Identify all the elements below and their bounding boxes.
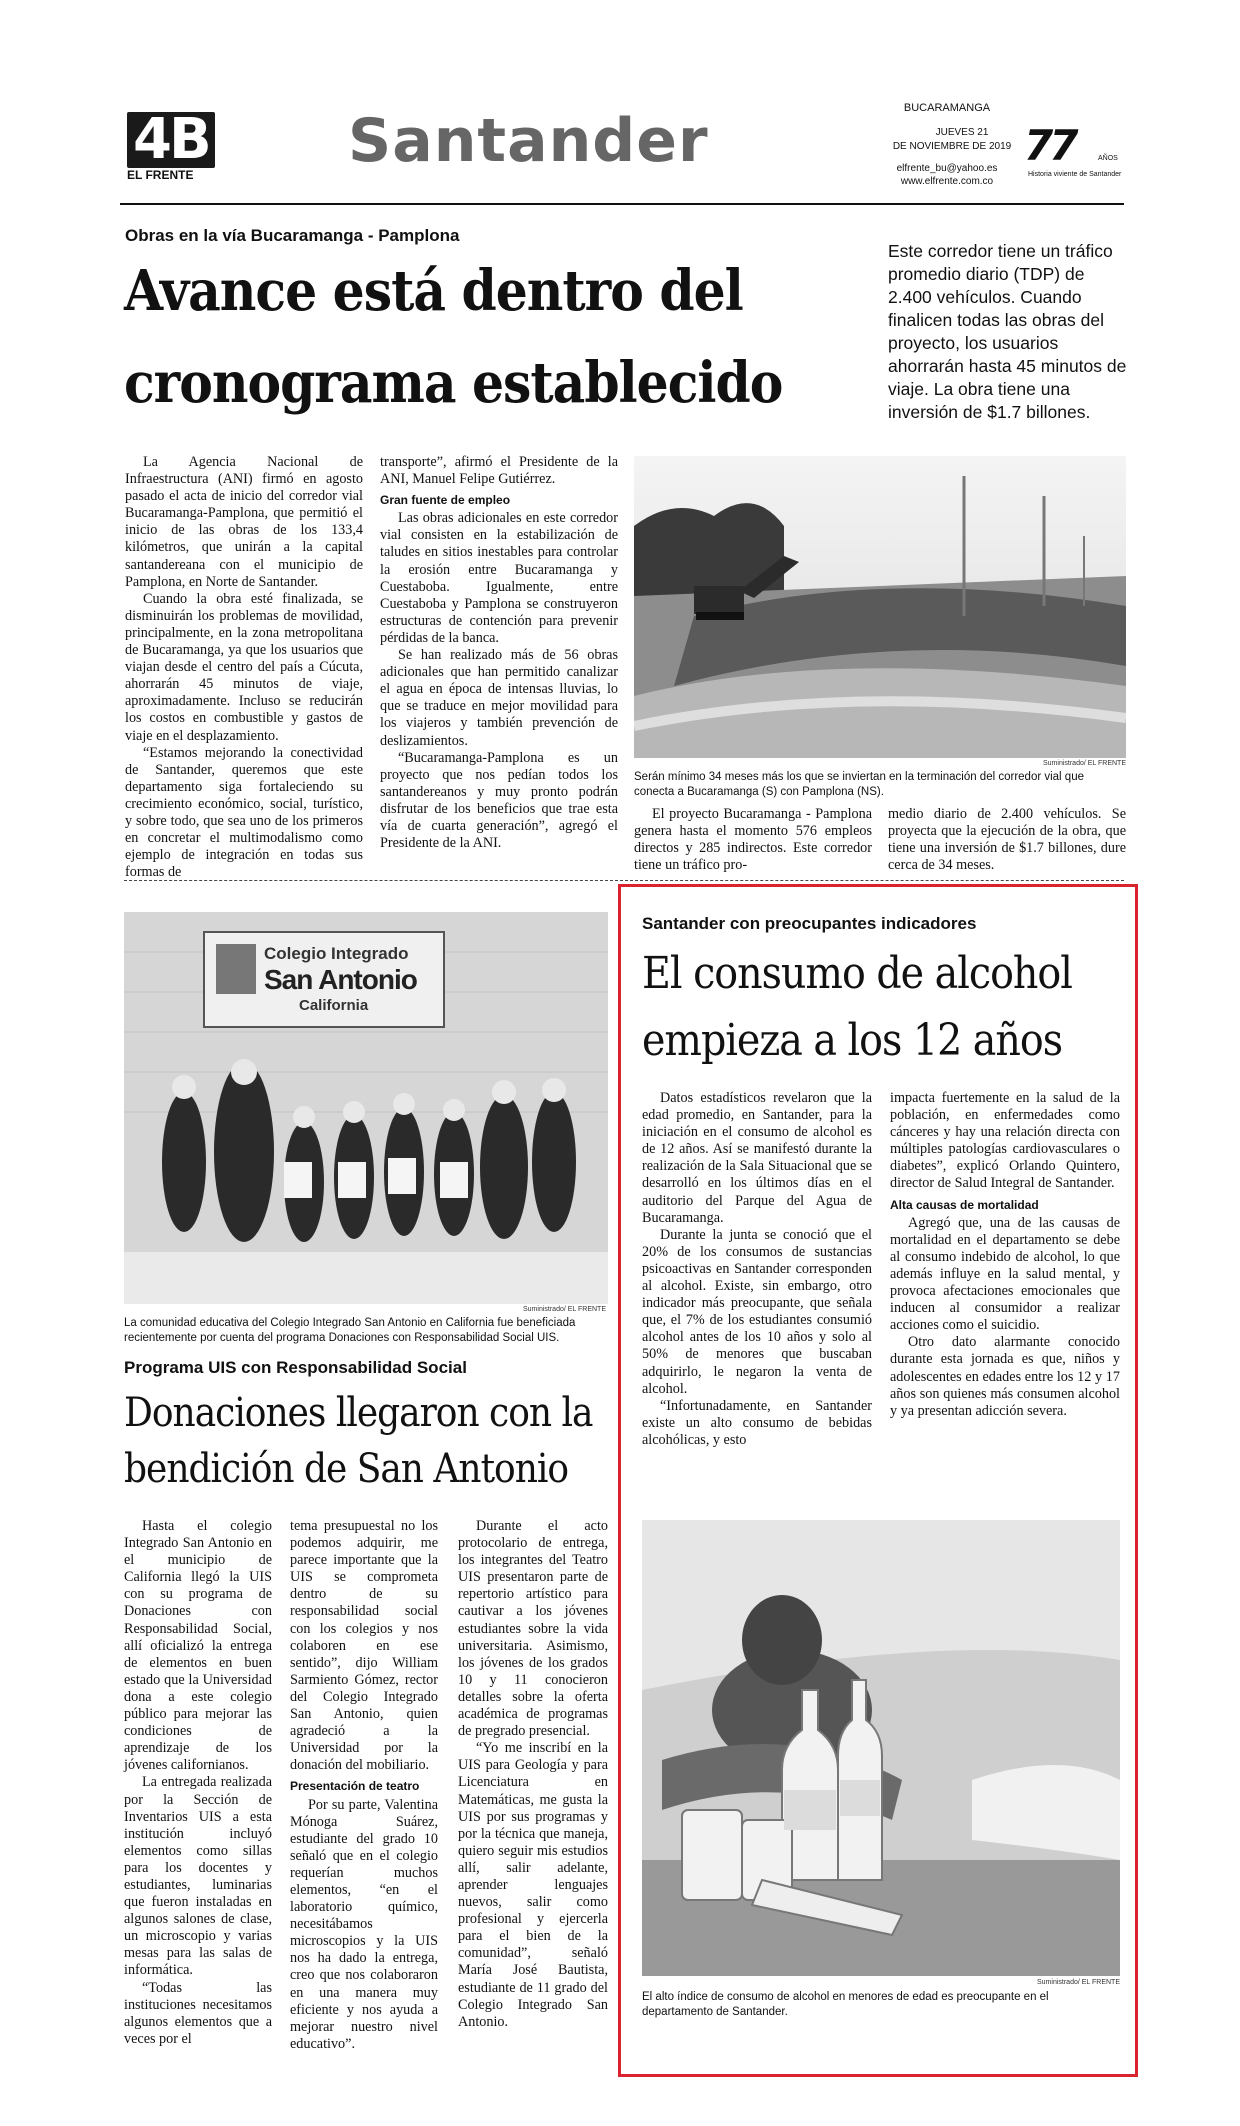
paragraph: transporte”, afirmó el Presidente de la ANI, Manuel Felipe Gutiérrez. [380, 454, 618, 488]
anniversary-number: 77 [1024, 121, 1075, 170]
anniversary-word: AÑOS [1098, 155, 1118, 162]
article2-headline-line2: bendición de San Antonio [124, 1446, 569, 1492]
article1-column-1 [125, 454, 363, 881]
article3-photo-credit: Suministrado/ EL FRENTE [1037, 1979, 1120, 1986]
article2-column-3 [458, 1518, 608, 2031]
paragraph: “Bucaramanga-Pamplona es un proyecto que nos pedían todos los santandereanos y muy pronto podrán disfrutar de los beneficios que trae esta vía de cuarta generación”, agregó el Presidente de la ANI. [380, 749, 618, 852]
website-link[interactable]: www.elfrente.com.co [900, 176, 994, 187]
article2-column-1 [124, 1518, 272, 2048]
article2-photo-credit: Suministrado/ EL FRENTE [523, 1306, 606, 1313]
paper-name: EL FRENTE [127, 168, 194, 182]
article3-kicker: Santander con preocupantes indicadores [642, 914, 977, 933]
article1-column-3 [634, 806, 872, 874]
paragraph: Hasta el colegio Integrado San Antonio en el municipio de California llegó la UIS con su programa de Donaciones con Responsabilidad Social, allí oficializó la entrega de elementos en buen estado que la Universidad dona a este colegio público para mejorar las condiciones de aprendizaje de los jóvenes californianos. [124, 1518, 272, 1774]
paragraph: “Estamos mejorando la conectividad de Santander, queremos que este departamento siga fortaleciendo su crecimiento económico, social, turístico, y sobre todo, que sea uno de los primeros en concretar el multimodalismo como ejemplo de integración en todas sus formas de [125, 744, 363, 881]
paragraph: impacta fuertemente en la salud de la población, en enfermedades como cánceres y hay una relación directa con múltiples patologías cardiovasculares o diabetes”, explicó Orlando Quintero, director de Salud Integral de Santander. [890, 1090, 1120, 1192]
alcohol-bottles-photo [642, 1520, 1120, 1976]
anniversary-tagline: Historia viviente de Santander [1028, 171, 1122, 178]
article3-column-1 [642, 1090, 872, 1449]
email-link[interactable]: elfrente_bu@yahoo.es [896, 163, 998, 174]
school-banner-line2: San Antonio [264, 964, 417, 995]
paragraph: “Todas las instituciones necesitamos algunos elementos que a veces por el [124, 1979, 272, 2047]
school-group-photo [124, 912, 608, 1304]
section-divider [124, 880, 1124, 881]
paragraph: “Yo me inscribí en la UIS para Geología y para Licenciatura en Matemáticas, me gusta la UIS por sus programas y por la técnica que maneja, quiero seguir mis estudios allí, salir adelante, aprender lenguajes nuevos, salir como profesional y ejercerla para el bien de la comunidad”, señaló María José Bautista, estudiante de 11 grado del Colegio Integrado San Antonio. [458, 1740, 608, 2030]
date-day: JUEVES 21 [935, 127, 989, 138]
page-number: 4B [127, 112, 215, 168]
article1-column-4 [888, 806, 1126, 874]
article3-photo-caption: El alto índice de consumo de alcohol en menores de edad es preocupante en el departamento de Santander. [642, 1991, 1049, 2018]
paragraph: Agregó que, una de las causas de mortalidad en el departamento se debe al consumo indebido de alcohol, lo que además influye en la salud mental, y provoca afectaciones emocionales que inducen al consumidor a realizar acciones como el suicidio. [890, 1214, 1120, 1334]
article3-column-2 [890, 1090, 1120, 1420]
road-works-photo [634, 456, 1126, 758]
article1-photo-caption: Serán mínimo 34 meses más los que se inviertan en la terminación del corredor vial que conecta a Bucaramanga (S) con Pamplona (NS). [634, 771, 1084, 798]
article3-headline-line2: empieza a los 12 años [642, 1015, 1063, 1066]
article1-column-2 [380, 454, 618, 852]
subheading: Gran fuente de empleo [380, 493, 511, 508]
paragraph: Durante el acto protocolario de entrega, los integrantes del Teatro UIS presentaron parte de repertorio artístico para cautivar a los jóvenes estudiantes sobre la vida universitaria. Asimismo, los jóvenes de los grados 10 y 11 conocieron detalles sobre la oferta académica de programas de pregrado presencial. [458, 1518, 608, 1740]
subheading: Alta causas de mortalidad [890, 1197, 1039, 1212]
paragraph: medio diario de 2.400 vehículos. Se proyecta que la ejecución de la obra, que tiene una inversión de $1.7 billones, dure cerca de 34 meses. [888, 806, 1126, 874]
paragraph: Por su parte, Valentina Mónoga Suárez, estudiante del grado 10 señaló que en el colegio requerían muchos elementos, “en el laboratorio químico, necesitábamos microscopios y la UIS nos ha dado la entrega, creo que nos colaboraron en una manera muy eficiente y nos ayuda a mejorar nuestro nivel educativo”. [290, 1796, 438, 2052]
city-label: BUCARAMANGA [903, 102, 991, 114]
paragraph: Durante la junta se conoció que el 20% de los consumos de sustancias psicoactivas en Santander corresponden al alcohol. Existe, sin embargo, otro indicador más preocupante, que señala que, el 7% de los estudiantes consumió alcohol antes de los 10 años y solo al 50% de menores que buscaban adquirirlo, le negaron la venta de alcohol. [642, 1226, 872, 1397]
masthead-rule [120, 203, 1124, 205]
date-month-year: DE NOVIEMBRE DE 2019 [892, 141, 1012, 152]
article2-column-2 [290, 1518, 438, 2053]
article1-headline-line2: cronograma establecido [124, 350, 783, 416]
paragraph: Se han realizado más de 56 obras adicionales que han permitido canalizar el agua en época de intensas lluvias, lo que se traduce en mejor movilidad para los viajeros y también prevención de deslizamientos. [380, 647, 618, 749]
paragraph: tema presupuestal no los podemos adquirir, me parece importante que la UIS se comprometa dentro de su responsabilidad social con los colegios y nos colaboren en ese sentido”, dijo William Sarmiento Gómez, rector del Colegio Integrado San Antonio, quien agradeció a la Universidad por la donación del mobiliario. [290, 1518, 438, 1774]
paragraph: “Infortunadamente, en Santander existe un alto consumo de bebidas alcohólicas, y esto [642, 1397, 872, 1448]
article1-headline-line1: Avance está dentro del [124, 258, 743, 324]
article3-headline-line1: El consumo de alcohol [642, 948, 1072, 999]
article1-photo-credit: Suministrado/ EL FRENTE [1043, 760, 1126, 767]
school-banner-line1: Colegio Integrado [264, 944, 409, 963]
paragraph: Cuando la obra esté finalizada, se disminuirán los problemas de movilidad, principalmente, en la zona metropolitana de Bucaramanga, ya que los usuarios que viajan desde el centro del país a Cúcuta, ahorrarán 45 minutos de viaje, aproximadamente. Incluso se reducirán los costos en combustible y gastos de viaje en el desplazamiento. [125, 590, 363, 744]
article1-summary: Este corredor tiene un tráfico promedio diario (TDP) de 2.400 vehículos. Cuando finalicen todas las obras del proyecto, los usuarios ahorrarán hasta 45 minutos de viaje. La obra tiene una inversión de $1.7 billones. [888, 241, 1127, 422]
anniversary-logo [1018, 121, 1138, 185]
section-title: Santander [348, 106, 709, 176]
school-banner-line3: California [299, 997, 369, 1014]
subheading: Presentación de teatro [290, 1779, 420, 1794]
article1-kicker: Obras en la vía Bucaramanga - Pamplona [125, 226, 460, 245]
paragraph: La entregada realizada por la Sección de Inventarios UIS a esta institución incluyó elementos como sillas para los docentes y estudiantes, luminarias que fueron instaladas en algunos salones de clase, un microscopio y varias mesas para las salas de informática. [124, 1774, 272, 1979]
article2-headline-line1: Donaciones llegaron con la [124, 1390, 593, 1436]
paragraph: Las obras adicionales en este corredor vial consisten en la estabilización de taludes en sitios inestables para controlar la erosión entre Bucaramanga y Cuestaboba. Igualmente, entre Cuestaboba y Pamplona se construyeron estructuras de contención para prevenir pérdidas de la banca. [380, 510, 618, 646]
paragraph: La Agencia Nacional de Infraestructura (ANI) firmó en agosto pasado el acta de inicio del corredor vial Bucaramanga-Pamplona, que permitió el inicio de las obras de los 133,4 kilómetros, que unirán a la capital santandereana con el municipio de Pamplona, en Norte de Santander. [125, 454, 363, 590]
paragraph: Otro dato alarmante conocido durante esta jornada es que, niños y adolescentes en edades entre los 12 y 17 años son quienes más consumen alcohol y ya presentan adicción severa. [890, 1334, 1120, 1419]
paragraph: Datos estadísticos revelaron que la edad promedio, en Santander, para la iniciación en el consumo de alcohol es de 12 años. Así se manifestó durante la realización de la Sala Situacional que se desarrolló en los últimos días en el auditorio del Parque del Agua de Bucaramanga. [642, 1090, 872, 1226]
paragraph: El proyecto Bucaramanga - Pamplona genera hasta el momento 576 empleos directos y 285 indirectos. Este corredor tiene un tráfico pro- [634, 806, 872, 874]
article2-photo-caption: La comunidad educativa del Colegio Integrado San Antonio en California fue beneficiada recientemente por cuenta del programa Donaciones con Responsabilidad Social UIS. [124, 1317, 576, 1344]
masthead [0, 0, 1240, 210]
article2-kicker: Programa UIS con Responsabilidad Social [124, 1358, 467, 1377]
